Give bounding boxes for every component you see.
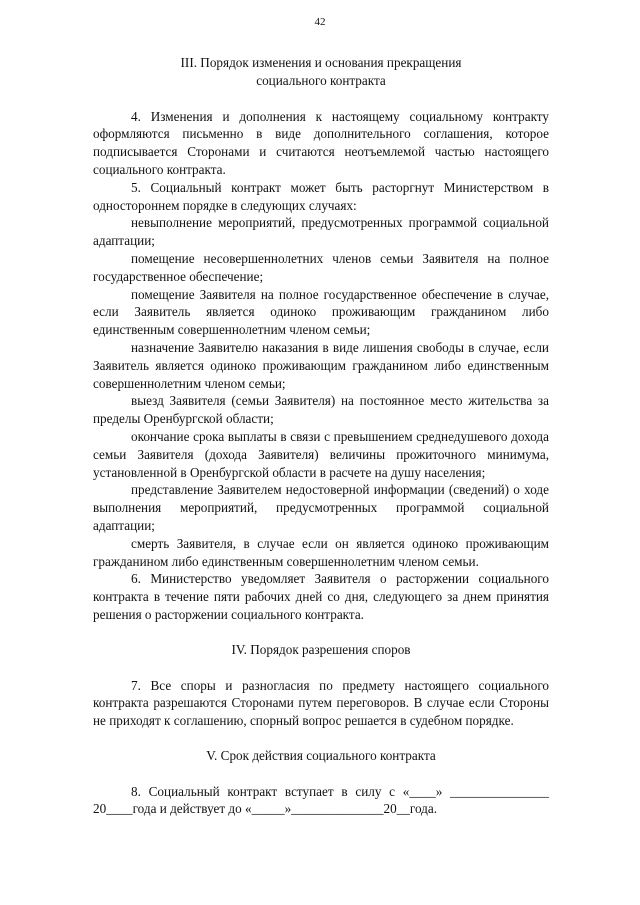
section-3-heading [93, 54, 549, 90]
clause-5-paragraph: 5. Социальный контракт может быть расторгнут Министерством в одностороннем порядке в следующих случаях: [93, 179, 549, 213]
termination-case-applicant-state-care: помещение Заявителя на полное государственное обеспечение в случае, если Заявитель является одиноко проживающим гражданином либо единственным совершеннолетним членом семьи; [93, 286, 549, 338]
termination-case-non-fulfillment: невыполнение мероприятий, предусмотренных программой социальной адаптации; [93, 215, 549, 249]
termination-case-minors-state-care: помещение несовершеннолетних членов семьи Заявителя на полное государственное обеспечение; [93, 250, 549, 284]
termination-case-income-exceeded: окончание срока выплаты в связи с превышением среднедушевого дохода семьи Заявителя (дохода Заявителя) величины прожиточного минимума, установленной в Оренбургской области в расчете на душу населения; [93, 428, 549, 480]
termination-case-false-information: представление Заявителем недостоверной информации (сведений) о ходе выполнения мероприятий, предусмотренных программой социальной адаптации; [93, 482, 549, 533]
clause-4-paragraph: 4. Изменения и дополнения к настоящему социальному контракту оформляются письменно в виде дополнительного соглашения, которое подписывается Сторонами и считаются неотъемлемой частью настоящего социального контракта. [93, 108, 549, 177]
clause-8-paragraph: 8. Социальный контракт вступает в силу с «____» _______________ 20____года и действует до «_____»______________20__года. [93, 783, 549, 817]
termination-case-relocation: выезд Заявителя (семьи Заявителя) на постоянное место жительства за пределы Оренбургской области; [93, 393, 549, 427]
section-3-heading-line-1: III. Порядок изменения и основания прекращения [180, 55, 462, 70]
page-number: 42 [314, 16, 326, 28]
termination-case-death: смерть Заявителя, в случае если он является одиноко проживающим гражданином либо единственным совершеннолетним членом семьи. [93, 535, 549, 569]
termination-case-imprisonment: назначение Заявителю наказания в виде лишения свободы в случае, если Заявитель является одиноко проживающим гражданином либо единственным совершеннолетним членом семьи; [93, 339, 549, 391]
clause-6-paragraph: 6. Министерство уведомляет Заявителя о расторжении социального контракта в течение пяти рабочих дней со дня, следующего за днем принятия решения о расторжении социального контракта. [93, 571, 549, 622]
section-4-heading: IV. Порядок разрешения споров [231, 641, 411, 657]
document-body [93, 54, 549, 818]
section-5-heading: V. Срок действия социального контракта [206, 747, 436, 763]
section-3-heading-line-2: социального контракта [256, 72, 386, 88]
clause-7-paragraph: 7. Все споры и разногласия по предмету настоящего социального контракта разрешаются Сторонами путем переговоров. В случае если Стороны не приходят к соглашению, спорный вопрос решается в судебном порядке. [93, 677, 549, 729]
